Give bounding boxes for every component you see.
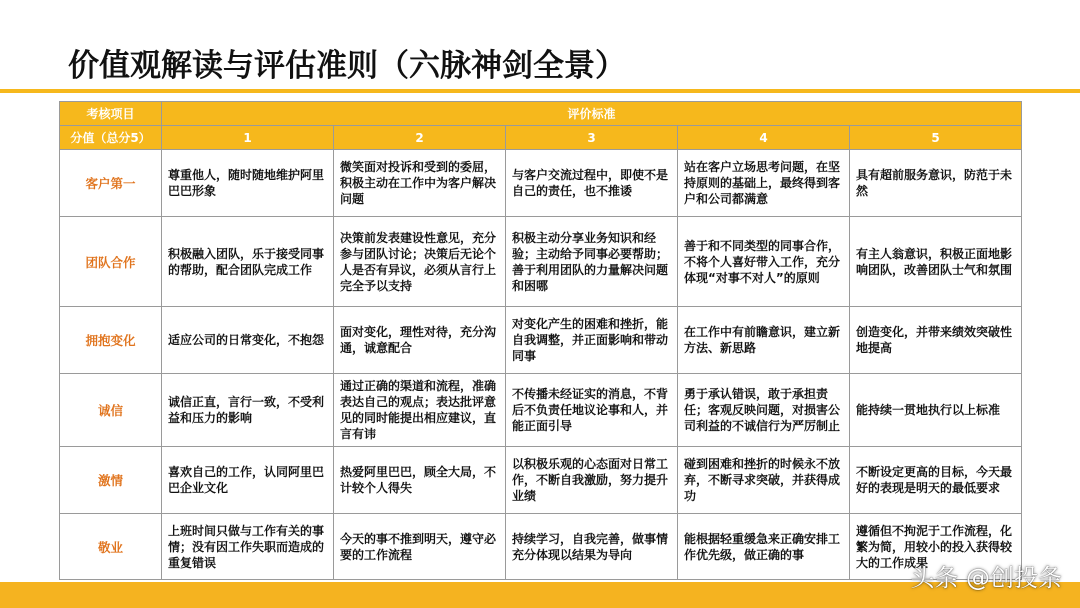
table-cell: 面对变化，理性对待，充分沟通，诚意配合 [334,307,506,374]
table-cell: 有主人翁意识，积极正面地影响团队，改善团队士气和氛围 [850,217,1022,307]
table-row [60,374,1022,447]
title-underline [0,89,1080,93]
row-label: 敬业 [60,514,162,580]
table-cell: 能根据轻重缓急来正确安排工作优先级，做正确的事 [678,514,850,580]
row-label: 客户第一 [60,150,162,217]
table-cell: 尊重他人，随时随地维护阿里巴巴形象 [162,150,334,217]
table-cell: 上班时间只做与工作有关的事情；没有因工作失职而造成的重复错误 [162,514,334,580]
table-cell: 遵循但不拘泥于工作流程，化繁为简，用较小的投入获得较大的工作成果 [850,514,1022,580]
row-label: 团队合作 [60,217,162,307]
table-cell: 通过正确的渠道和流程，准确表达自己的观点；表达批评意见的同时能提出相应建议，直言有讳 [334,374,506,447]
table-cell: 与客户交流过程中，即使不是自己的责任，也不推诿 [506,150,678,217]
score-header: 5 [850,126,1022,150]
table-cell: 站在客户立场思考问题，在坚持原则的基础上，最终得到客户和公司都满意 [678,150,850,217]
page-title: 价值观解读与评估准则（六脉神剑全景） [68,48,626,84]
row-label: 诚信 [60,374,162,447]
score-header: 1 [162,126,334,150]
table-cell: 具有超前服务意识，防范于未然 [850,150,1022,217]
criteria-header: 评价标准 [162,102,1022,126]
table-row [60,447,1022,514]
row-label: 激情 [60,447,162,514]
row-label: 拥抱变化 [60,307,162,374]
item-column-header: 考核项目 [60,102,162,126]
table-cell: 诚信正直，言行一致，不受利益和压力的影响 [162,374,334,447]
header-row-scores [60,126,1022,150]
table-cell: 喜欢自己的工作，认同阿里巴巴企业文化 [162,447,334,514]
table-cell: 今天的事不推到明天，遵守必要的工作流程 [334,514,506,580]
table-cell: 适应公司的日常变化，不抱怨 [162,307,334,374]
table-cell: 以积极乐观的心态面对日常工作，不断自我激励，努力提升业绩 [506,447,678,514]
table-cell: 决策前发表建设性意见，充分参与团队讨论；决策后无论个人是否有异议，必须从言行上完全予以支持 [334,217,506,307]
score-header: 3 [506,126,678,150]
criteria-table [59,101,1022,580]
table-cell: 对变化产生的困难和挫折，能自我调整，并正面影响和带动同事 [506,307,678,374]
header-row-criteria [60,102,1022,126]
table-row [60,150,1022,217]
score-header: 2 [334,126,506,150]
table-cell: 在工作中有前瞻意识，建立新方法、新思路 [678,307,850,374]
table-cell: 持续学习，自我完善，做事情充分体现以结果为导向 [506,514,678,580]
table-cell: 积极主动分享业务知识和经验；主动给予同事必要帮助；善于利用团队的力量解决问题和困哪 [506,217,678,307]
table-cell: 微笑面对投诉和受到的委屈，积极主动在工作中为客户解决问题 [334,150,506,217]
table-cell: 能持续一贯地执行以上标准 [850,374,1022,447]
table-cell: 不传播未经证实的消息，不背后不负责任地议论事和人，并能正面引导 [506,374,678,447]
watermark: 头条 @创投条 [910,564,1062,592]
score-header: 4 [678,126,850,150]
table-cell: 不断设定更高的目标，今天最好的表现是明天的最低要求 [850,447,1022,514]
table-row [60,217,1022,307]
table-cell: 碰到困难和挫折的时候永不放弃，不断寻求突破，并获得成功 [678,447,850,514]
table-cell: 勇于承认错误，敢于承担责任；客观反映问题，对损害公司利益的不诚信行为严厉制止 [678,374,850,447]
table-cell: 热爱阿里巴巴，顾全大局，不计较个人得失 [334,447,506,514]
table-row [60,307,1022,374]
score-label-header: 分值（总分5） [60,126,162,150]
table-cell: 积极融入团队，乐于接受同事的帮助，配合团队完成工作 [162,217,334,307]
table-cell: 创造变化，并带来绩效突破性地提高 [850,307,1022,374]
table-row [60,514,1022,580]
table-cell: 善于和不同类型的同事合作，不将个人喜好带入工作，充分体现“对事不对人”的原则 [678,217,850,307]
